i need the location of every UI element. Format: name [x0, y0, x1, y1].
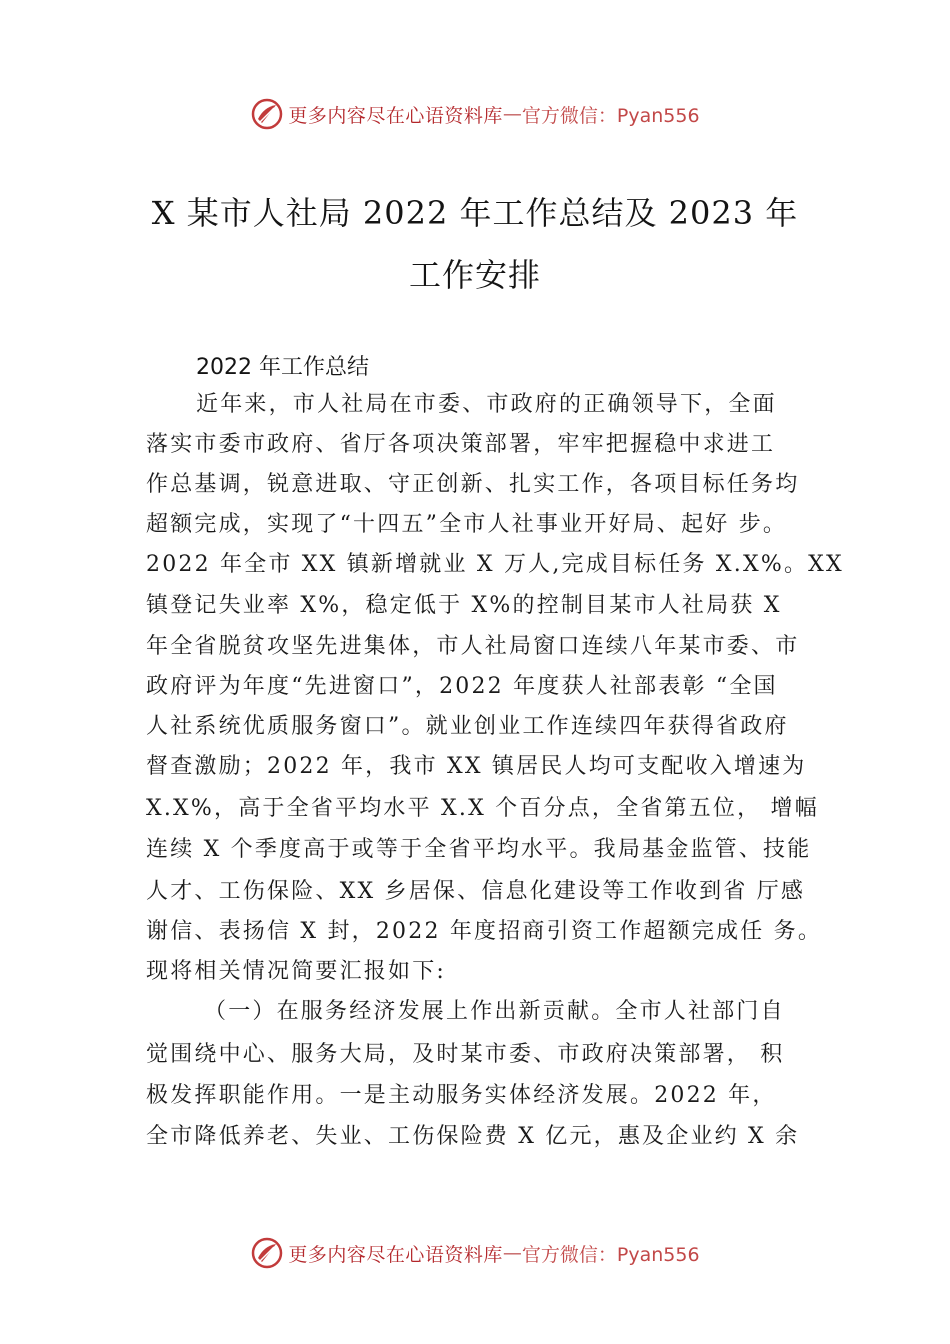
body-line: 年全省脱贫攻坚先进集体，市人社局窗口连续八年某市委、市: [146, 634, 800, 659]
brand-logo-icon: [250, 1236, 284, 1270]
body-line: 人才、工伤保险、XX 乡居保、信息化建设等工作收到省 厅感: [146, 879, 806, 904]
document-title-line-1: X 某市人社局 2022 年工作总结及 2023 年: [151, 194, 799, 232]
body-line: 觉围绕中心、服务大局，及时某市委、市政府决策部署， 积: [146, 1042, 785, 1067]
body-line: 连续 X 个季度高于或等于全省平均水平。我局基金监管、技能: [146, 837, 812, 862]
body-line: 近年来，市人社局在市委、市政府的正确领导下，全面: [196, 392, 777, 417]
document-title-line-2: 工作安排: [408, 256, 541, 294]
section-heading: 2022 年工作总结: [196, 355, 369, 380]
body-line: 谢信、表扬信 X 封，2022 年度招商引资工作超额完成任 务。: [146, 919, 823, 944]
banner-separator: —: [502, 1242, 522, 1264]
body-line: 全市降低养老、失业、工伤保险费 X 亿元，惠及企业约 X 余: [146, 1124, 800, 1149]
body-line: 作总基调，锐意进取、守正创新、扎实工作，各项目标任务均: [146, 472, 800, 497]
banner-text: 更多内容尽在心语资料库: [288, 104, 503, 127]
body-line: 极发挥职能作用。一是主动服务实体经济发展。2022 年，: [146, 1083, 777, 1108]
body-line: 人社系统优质服务窗口”。就业创业工作连续四年获得省政府: [146, 714, 789, 739]
body-line: 镇登记失业率 X%，稳定低于 X%的控制目某市人社局获 X: [146, 593, 782, 618]
banner-text: 更多内容尽在心语资料库: [288, 1243, 503, 1266]
banner-wechat: 官方微信：Pyan556: [521, 1243, 700, 1266]
body-line: 超额完成，实现了“十四五”全市人社事业开好局、起好 步。: [146, 512, 788, 537]
body-line: 现将相关情况简要汇报如下:: [146, 959, 447, 984]
body-line: 督查激励；2022 年，我市 XX 镇居民人均可支配收入增速为: [146, 754, 807, 779]
body-line: 落实市委市政府、省厅各项决策部署，牢牢把握稳中求进工: [146, 432, 776, 457]
body-line: 2022 年全市 XX 镇新增就业 X 万人,完成目标任务 X.X%。XX: [146, 552, 844, 577]
header-banner: [0, 94, 950, 134]
footer-banner: [0, 1233, 950, 1273]
body-line: （一）在服务经济发展上作出新贡献。全市人社部门自: [204, 999, 785, 1024]
banner-wechat: 官方微信：Pyan556: [521, 104, 700, 127]
banner-separator: —: [502, 103, 522, 125]
body-line: 政府评为年度“先进窗口”，2022 年度获人社部表彰 “全国: [146, 674, 778, 699]
brand-logo-icon: [250, 97, 284, 131]
body-line: X.X%，高于全省平均水平 X.X 个百分点，全省第五位， 增幅: [146, 796, 819, 821]
